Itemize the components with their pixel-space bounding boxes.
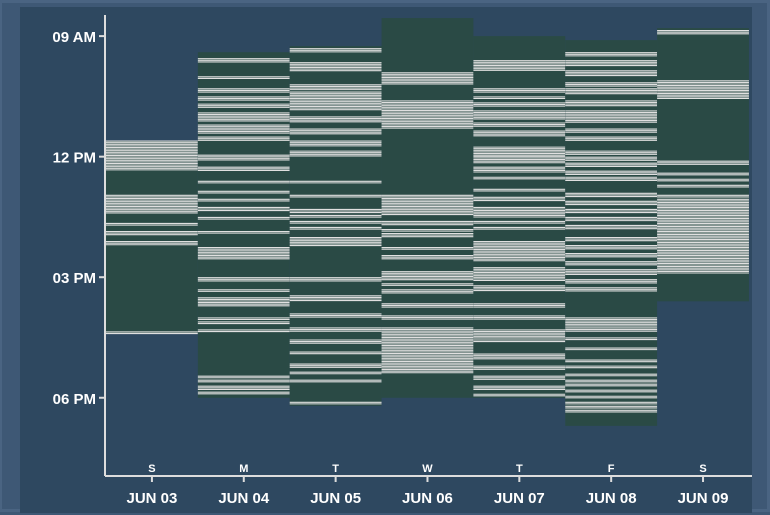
y-tick-label: 06 PM xyxy=(52,390,96,408)
busy-stripe xyxy=(198,386,290,389)
day-column-7 xyxy=(657,28,749,301)
busy-stripe xyxy=(473,386,565,389)
day-blocks xyxy=(106,18,749,426)
date-label: JUN 09 xyxy=(677,490,729,507)
busy-stripe xyxy=(657,161,749,164)
busy-stripe xyxy=(382,234,474,237)
busy-stripe xyxy=(382,304,474,307)
busy-stripe xyxy=(565,225,657,228)
busy-stripe xyxy=(565,129,657,132)
activity-chart xyxy=(2,3,770,515)
weekday-label: W xyxy=(422,463,433,475)
busy-stripe xyxy=(290,209,382,212)
busy-stripe xyxy=(198,59,290,62)
busy-stripe xyxy=(198,278,290,281)
busy-stripe xyxy=(106,141,198,170)
date-label: JUN 03 xyxy=(126,490,178,507)
y-tick-label: 09 AM xyxy=(52,29,96,47)
busy-stripe xyxy=(382,221,474,224)
busy-stripe xyxy=(565,163,657,166)
busy-stripe xyxy=(565,83,657,86)
busy-stripe xyxy=(565,151,657,154)
busy-stripe xyxy=(198,167,290,170)
y-tick-label: 12 PM xyxy=(52,149,96,167)
day-column-3 xyxy=(290,46,382,406)
weekday-label: M xyxy=(239,463,249,475)
busy-stripe xyxy=(565,288,657,291)
busy-stripe xyxy=(473,268,565,281)
busy-stripe xyxy=(473,304,565,307)
busy-stripe xyxy=(382,328,474,373)
weekday-label: F xyxy=(607,463,615,475)
date-label: JUN 05 xyxy=(310,490,362,507)
busy-stripe xyxy=(565,171,657,174)
busy-stripe xyxy=(290,340,382,343)
day-column-2 xyxy=(198,52,290,398)
busy-stripe xyxy=(290,278,382,281)
busy-stripe xyxy=(198,137,290,140)
busy-stripe xyxy=(198,104,290,107)
date-label: JUN 06 xyxy=(402,490,453,507)
busy-stripe xyxy=(473,242,565,261)
busy-stripe xyxy=(106,232,198,235)
date-label: JUN 08 xyxy=(585,490,637,507)
busy-stripe xyxy=(290,314,382,317)
busy-stripe xyxy=(565,177,657,180)
busy-stripe xyxy=(473,123,565,126)
busy-stripe xyxy=(565,262,657,265)
busy-stripe xyxy=(382,256,474,259)
day-column-4 xyxy=(382,18,474,398)
day-column-6 xyxy=(565,40,657,426)
busy-stripe xyxy=(382,316,474,319)
busy-stripe xyxy=(565,193,657,196)
busy-stripe xyxy=(565,246,657,249)
busy-stripe xyxy=(198,89,290,92)
busy-stripe xyxy=(473,207,565,217)
date-label: JUN 07 xyxy=(493,490,545,507)
busy-stripe xyxy=(382,195,474,214)
busy-stripe xyxy=(290,49,382,52)
busy-stripe xyxy=(565,217,657,220)
busy-stripe xyxy=(565,157,657,160)
busy-stripe xyxy=(473,376,565,379)
busy-stripe xyxy=(473,103,565,106)
busy-stripe xyxy=(198,207,290,210)
day-column-5 xyxy=(473,36,565,398)
busy-stripe xyxy=(565,280,657,283)
busy-stripe xyxy=(290,364,382,367)
busy-stripe xyxy=(198,97,290,100)
weekday-label: S xyxy=(148,463,156,475)
busy-stripe xyxy=(565,137,657,140)
weekday-label: T xyxy=(332,463,339,475)
day-column-1 xyxy=(106,141,198,334)
busy-stripe xyxy=(565,209,657,212)
weekday-label: T xyxy=(515,463,523,475)
busy-stripe xyxy=(382,290,474,293)
busy-stripe xyxy=(473,316,565,319)
y-tick-label: 03 PM xyxy=(52,270,96,288)
busy-stripe xyxy=(565,201,657,204)
weekday-label: S xyxy=(699,463,707,475)
busy-stripe xyxy=(565,53,657,56)
busy-stripe xyxy=(565,238,657,241)
busy-stripe xyxy=(473,89,565,92)
busy-stripe xyxy=(565,254,657,257)
date-label: JUN 04 xyxy=(218,490,270,507)
busy-stripe xyxy=(106,242,198,245)
busy-stripe xyxy=(565,328,657,331)
busy-stripe xyxy=(473,366,565,369)
busy-stripe xyxy=(473,197,565,200)
busy-stripe xyxy=(657,31,749,34)
busy-stripe xyxy=(290,328,382,331)
busy-stripe xyxy=(473,61,565,71)
